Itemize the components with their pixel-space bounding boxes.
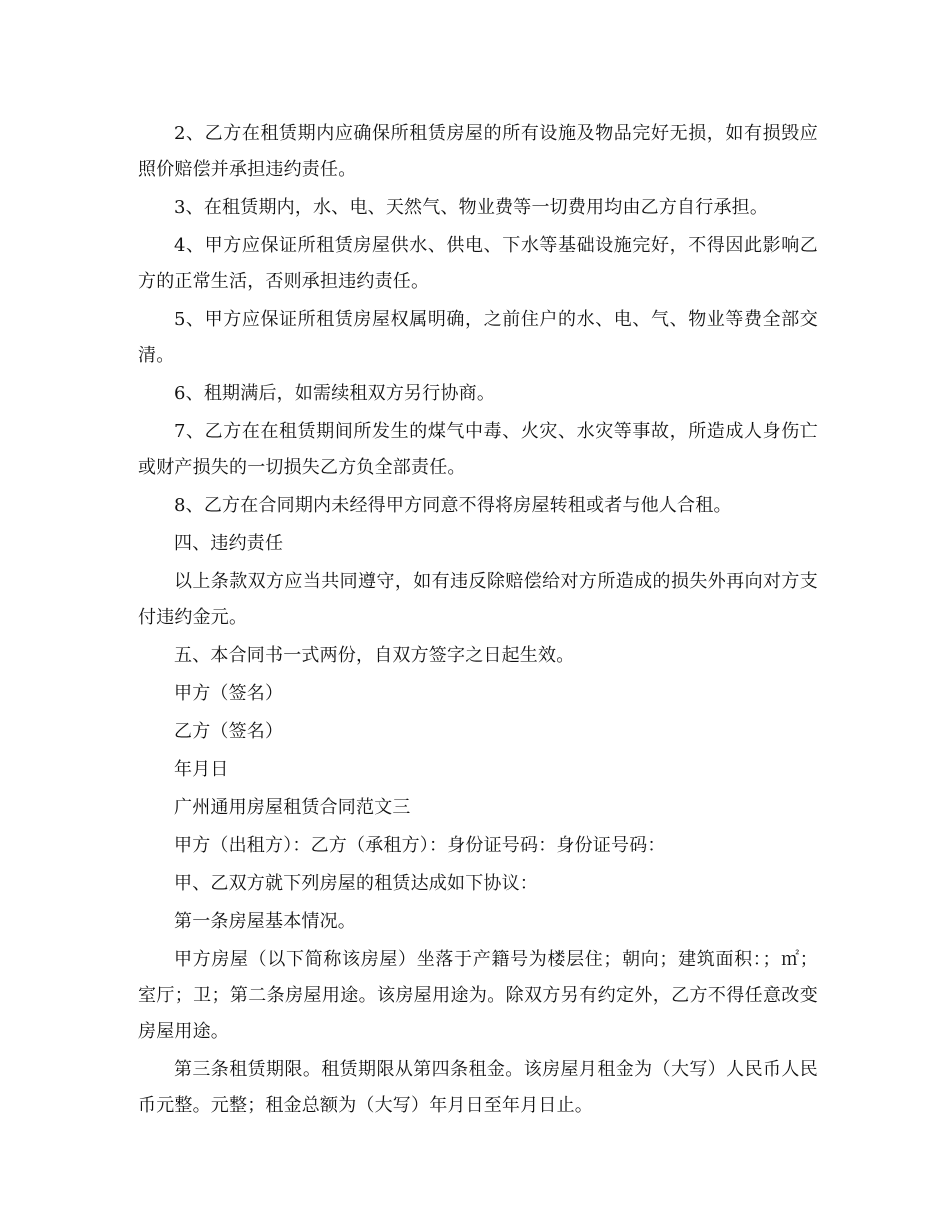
party-b-signature-line: 乙方（签名）	[174, 721, 284, 742]
agreement-intro: 甲、乙双方就下列房屋的租赁达成如下协议：	[174, 873, 538, 894]
document-body	[138, 116, 818, 1126]
parties-line: 甲方（出租方）：乙方（承租方）：身份证号码：身份证号码：	[174, 835, 666, 856]
section-heading-breach: 四、违约责任	[174, 533, 284, 554]
breach-paragraph: 以上条款双方应当共同遵守，如有违反除赔偿给对方所造成的损失外再向对方支付违约金元。	[138, 571, 818, 628]
article-1-2-paragraph: 甲方房屋（以下简称该房屋）坐落于产籍号为楼层住；朝向；建筑面积：；㎡；室厅；卫；第二条房屋用途。该房屋用途为。除双方另有约定外，乙方不得任意改变房屋用途。	[138, 949, 818, 1042]
clause-4-paragraph: 4、甲方应保证所租赁房屋供水、供电、下水等基础设施完好，不得因此影响乙方的正常生活，否则承担违约责任。	[138, 235, 818, 292]
article-3-4-paragraph: 第三条租赁期限。租赁期限从第四条租金。该房屋月租金为（大写）人民币人民币元整。元整；租金总额为（大写）年月日至年月日止。	[138, 1059, 818, 1116]
clause-8-paragraph: 8、乙方在合同期内未经得甲方同意不得将房屋转租或者与他人合租。	[174, 495, 732, 516]
date-line: 年月日	[174, 759, 229, 780]
clause-5-paragraph: 5、甲方应保证所租赁房屋权属明确，之前住户的水、电、气、物业等费全部交清。	[138, 309, 818, 366]
party-a-signature-line: 甲方（签名）	[174, 683, 284, 704]
article-1-heading: 第一条房屋基本情况。	[174, 911, 356, 932]
clause-7-paragraph: 7、乙方在在租赁期间所发生的煤气中毒、火灾、水灾等事故，所造成人身伤亡或财产损失的一切损失乙方负全部责任。	[138, 421, 818, 478]
contract-title: 广州通用房屋租赁合同范文三	[174, 797, 411, 818]
clause-2-paragraph: 2、乙方在租赁期内应确保所租赁房屋的所有设施及物品完好无损，如有损毁应照价赔偿并承担违约责任。	[138, 123, 818, 180]
clause-3-paragraph: 3、在租赁期内，水、电、天然气、物业费等一切费用均由乙方自行承担。	[174, 197, 769, 218]
section-heading-effect: 五、本合同书一式两份，自双方签字之日起生效。	[174, 645, 575, 666]
clause-6-paragraph: 6、租期满后，如需续租双方另行协商。	[174, 383, 496, 404]
